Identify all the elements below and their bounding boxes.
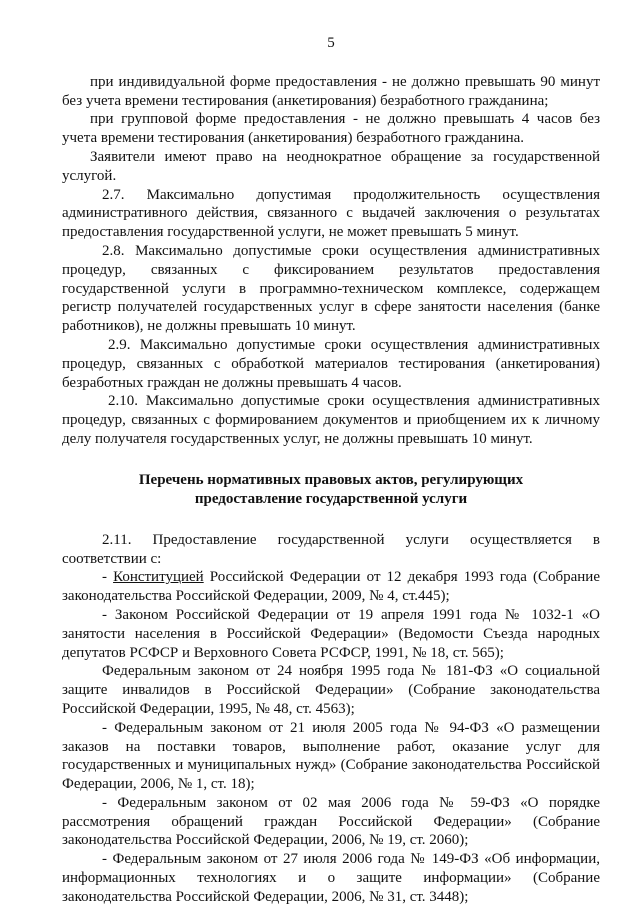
law-text: Законом Российской Федерации от 19 апреля 1991 года № 1032-1 «О занятости населения в Российской Федерации» (Ведомости Съезда народных депутатов РСФСР и Верховного Совета РСФСР, 1991, № 18, ст. 565); bbox=[62, 606, 600, 661]
paragraph-2-11: 2.11. Предоставление государственной услуги осуществляется в соответствии с: bbox=[62, 531, 600, 567]
law-text: Российской Федерации от 12 декабря 1993 года (Собрание законодательства Российской Федерации, 2009, № 4, ст.445); bbox=[62, 569, 600, 605]
paragraph-2-10: 2.10. Максимально допустимые сроки осуществления административных процедур, связанных с формированием документов и приобщением их к личному делу получателя государственных услуг, не должны превышать 10 минут. bbox=[62, 393, 600, 447]
section-heading-line2: предоставление государственной услуги bbox=[194, 490, 468, 507]
law-text: Федеральным законом от 21 июля 2005 года № 94-ФЗ «О размещении заказов на поставки товаров, выполнение работ, оказание услуг для государственных и муниципальных нужд» (Собрание законодательства Российской Федерации, 2006, № 1, ст. 18); bbox=[62, 719, 600, 793]
page-number: 5 bbox=[327, 35, 335, 51]
law-item-procurement bbox=[62, 719, 600, 794]
paragraph-2-8: 2.8. Максимально допустимые сроки осуществления административных процедур, связанных с фиксированием результатов предоставления государственной услуги в программно-техническом комплексе, содержащем регистр получателей государственных услуг в сфере занятости населения (банке работников), не должны превышать 10 минут. bbox=[62, 242, 600, 335]
law-prefix: - bbox=[102, 719, 115, 736]
paragraph-2-7: 2.7. Максимально допустимая продолжительность осуществления административного действия, связанного с выдачей заключения о результатах предоставления государственной услуги, не может превышать 5 минут. bbox=[62, 186, 600, 241]
law-prefix: - bbox=[102, 606, 115, 623]
law-item-disabled bbox=[62, 662, 600, 718]
paragraph-repeat-request: Заявители имеют право на неоднократное обращение за государственной услугой. bbox=[62, 148, 600, 184]
law-text: Федеральным законом от 24 ноября 1995 года № 181-ФЗ «О социальной защите инвалидов в Российской Федерации» (Собрание законодательства Российской Федерации, 1995, № 48, ст. 4563); bbox=[62, 663, 600, 717]
law-prefix: - bbox=[102, 569, 114, 586]
law-prefix: - bbox=[102, 851, 113, 868]
law-text: Федеральным законом от 27 июля 2006 года № 149-ФЗ «Об информации, информационных технологиях и о защите информации» (Собрание законодательства Российской Федерации, 2006, № 31, ст. 3448); bbox=[62, 851, 600, 905]
law-prefix: - bbox=[102, 794, 118, 811]
paragraph-individual-form: при индивидуальной форме предоставления - не должно превышать 90 минут без учета времени тестирования (анкетирования) безработного гражданина; bbox=[62, 73, 600, 109]
law-text: Федеральным законом от 02 мая 2006 года № 59-ФЗ «О порядке рассмотрения обращений граждан Российской Федерации» (Собрание законодательства Российской Федерации, 2006, № 19, ст. 2060); bbox=[62, 794, 600, 849]
paragraph-2-9: 2.9. Максимально допустимые сроки осуществления административных процедур, связанных с обработкой материалов тестирования (анкетирования) безработных граждан не должны превышать 4 часов. bbox=[62, 336, 600, 391]
section-heading bbox=[62, 471, 600, 509]
law-item-constitution bbox=[62, 568, 600, 606]
constitution-link[interactable]: Конституцией bbox=[113, 569, 204, 586]
law-item-appeals bbox=[62, 794, 600, 850]
section-heading-line1: Перечень нормативных правовых актов, регулирующих bbox=[138, 471, 524, 488]
law-item-information bbox=[62, 850, 600, 906]
paragraph-group-form: при групповой форме предоставления - не должно превышать 4 часов без учета времени тестирования (анкетирования) безработного гражданина. bbox=[62, 111, 600, 147]
law-item-employment bbox=[62, 606, 600, 662]
